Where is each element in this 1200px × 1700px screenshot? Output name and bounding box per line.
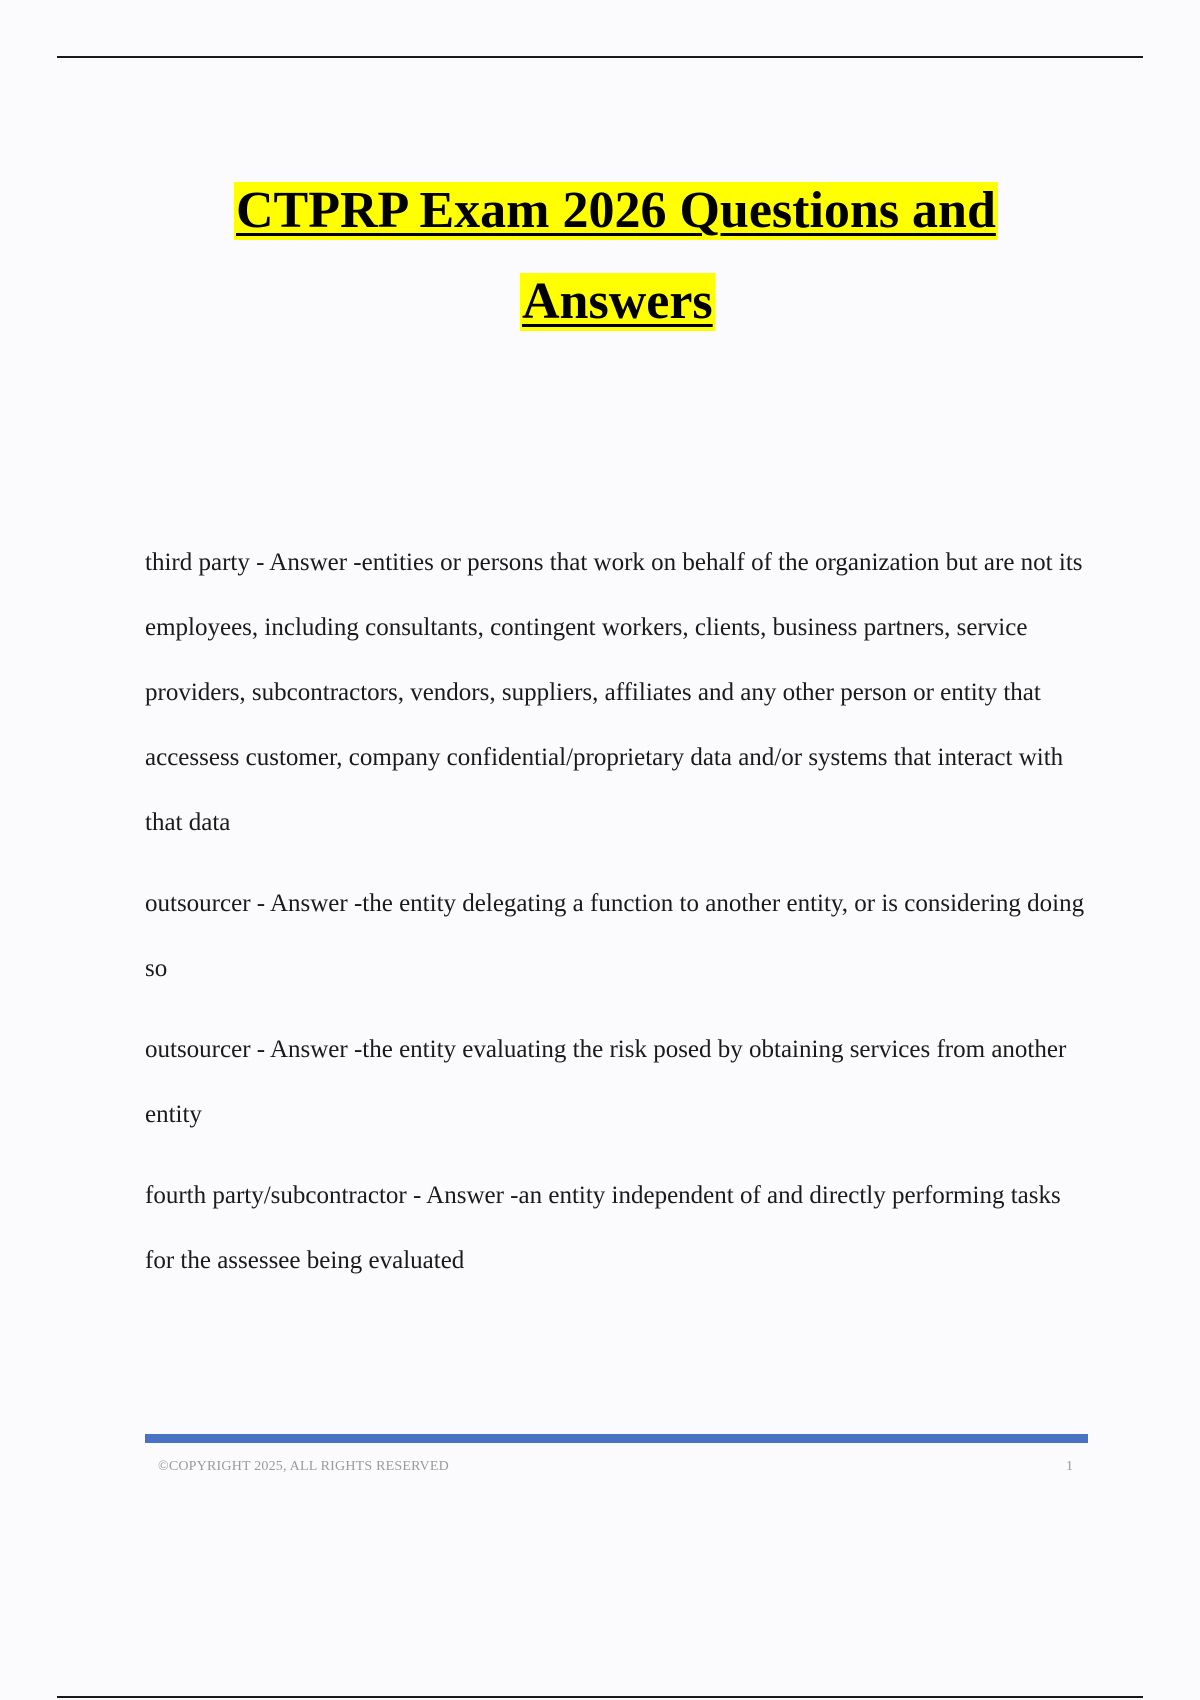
qa-list xyxy=(145,530,1095,1309)
title-line-2: Answers xyxy=(522,273,713,330)
footer-bar xyxy=(145,1434,1088,1443)
title-line-1: CTPRP Exam 2026 Questions and xyxy=(236,182,996,239)
qa-entry: third party - Answer -entities or persons that work on behalf of the organization but are not its employees, including consultants, contingent workers, clients, business partners, service providers, subcontractors, vendors, suppliers, affiliates and any other person or entity that accessess customer, company confidential/proprietary data and/or systems that interact with that data xyxy=(145,549,1083,836)
footer-copyright: ©COPYRIGHT 2025, ALL RIGHTS RESERVED xyxy=(158,1459,449,1474)
page-number: 1 xyxy=(1066,1459,1073,1474)
qa-entry: fourth party/subcontractor - Answer -an entity independent of and directly performing tasks for the assessee being evaluated xyxy=(145,1182,1061,1274)
qa-entry: outsourcer - Answer -the entity delegating a function to another entity, or is considering doing so xyxy=(145,890,1085,982)
qa-entry: outsourcer - Answer -the entity evaluating the risk posed by obtaining services from another entity xyxy=(145,1036,1067,1128)
bottom-rule xyxy=(57,1696,1143,1698)
top-rule xyxy=(57,56,1143,58)
